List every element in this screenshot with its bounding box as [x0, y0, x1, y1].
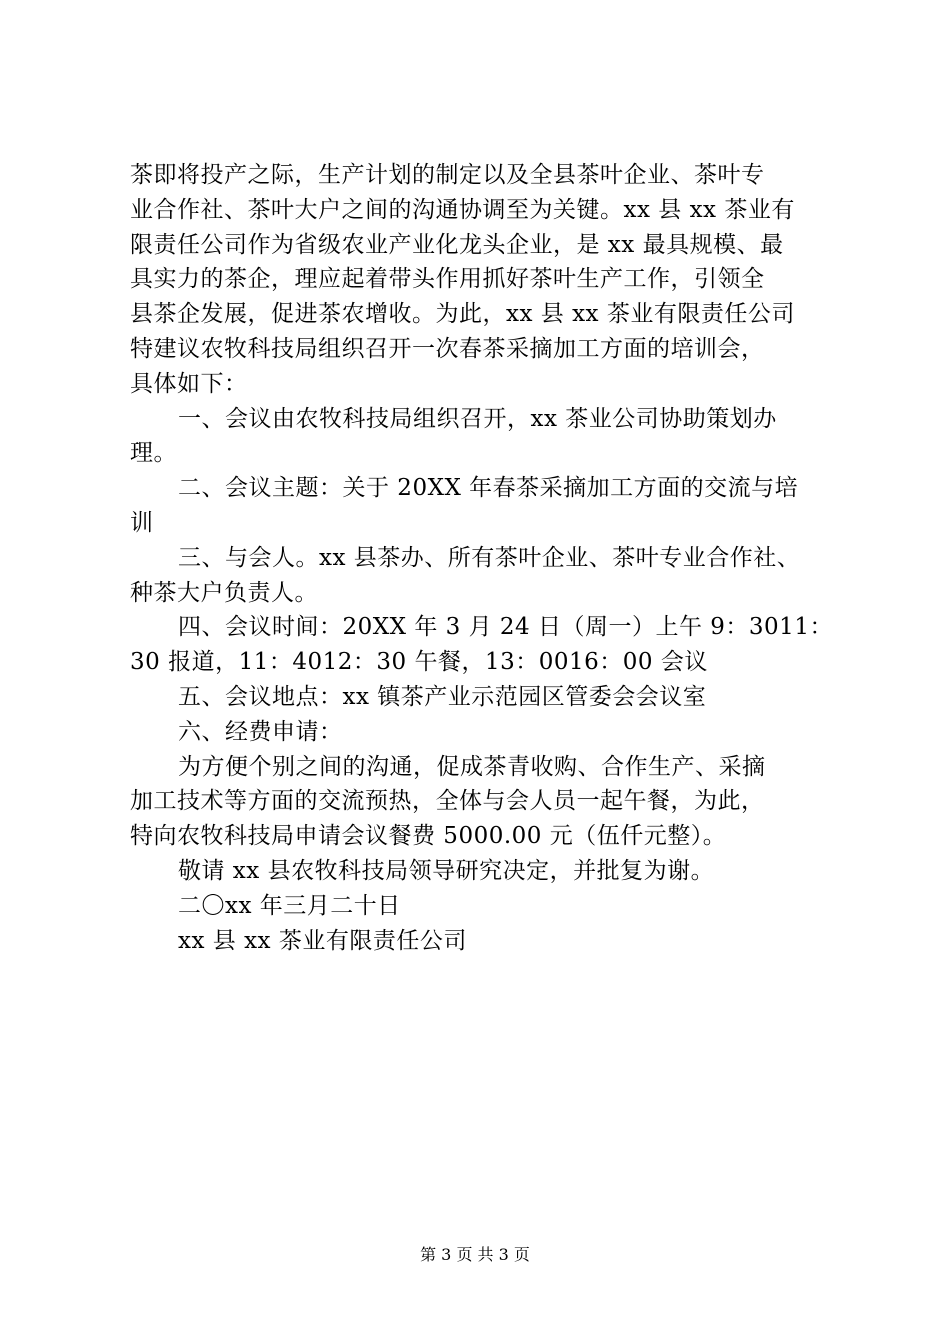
text-line: 敬请 xx 县农牧科技局领导研究决定，并批复为谢。: [178, 857, 715, 884]
text-line: 茶即将投产之际，生产计划的制定以及全县茶叶企业、茶叶专: [130, 162, 765, 188]
text-line: 二〇xx 年三月二十日: [178, 892, 401, 919]
text-line: 加工技术等方面的交流预热，全体与会人员一起午餐，为此，: [130, 788, 765, 815]
text-line: 业合作社、茶叶大户之间的沟通协调至为关键。xx 县 xx 茶业有: [130, 196, 795, 223]
text-line: 理。: [130, 440, 177, 467]
text-line: 限责任公司作为省级农业产业化龙头企业，是 xx 最具规模、最: [130, 231, 784, 258]
page-footer: 第 3 页 共 3 页: [420, 1245, 530, 1264]
text-line: 县茶企发展，促进茶农增收。为此，xx 县 xx 茶业有限责任公司: [130, 301, 795, 328]
text-line: xx 县 xx 茶业有限责任公司: [178, 927, 467, 954]
text-line: 训: [130, 509, 154, 536]
text-line: 五、会议地点：xx 镇茶产业示范园区管委会会议室: [178, 683, 707, 710]
text-line: 二、会议主题：关于 20XX 年春茶采摘加工方面的交流与培: [178, 475, 799, 502]
text-line: 特建议农牧科技局组织召开一次春茶采摘加工方面的培训会，: [130, 335, 765, 362]
document-body: [130, 158, 833, 958]
text-line: 30 报道，11：4012：30 午餐，13：0016：00 会议: [130, 649, 708, 676]
text-line: 三、与会人。xx 县茶办、所有茶叶企业、茶叶专业合作社、: [178, 544, 801, 571]
text-line: 特向农牧科技局申请会议餐费 5000.00 元（伍仟元整）。: [130, 823, 727, 850]
text-line: 四、会议时间：20XX 年 3 月 24 日（周一）上午 9：3011：: [178, 614, 833, 641]
text-line: 为方便个别之间的沟通，促成茶青收购、合作生产、采摘: [178, 753, 766, 780]
text-line: 一、会议由农牧科技局组织召开，xx 茶业公司协助策划办: [178, 405, 777, 432]
text-line: 六、经费申请：: [178, 718, 343, 745]
text-line: 具体如下：: [130, 370, 248, 397]
text-line: 种茶大户负责人。: [130, 579, 318, 606]
text-line: 具实力的茶企，理应起着带头作用抓好茶叶生产工作，引领全: [130, 266, 765, 293]
